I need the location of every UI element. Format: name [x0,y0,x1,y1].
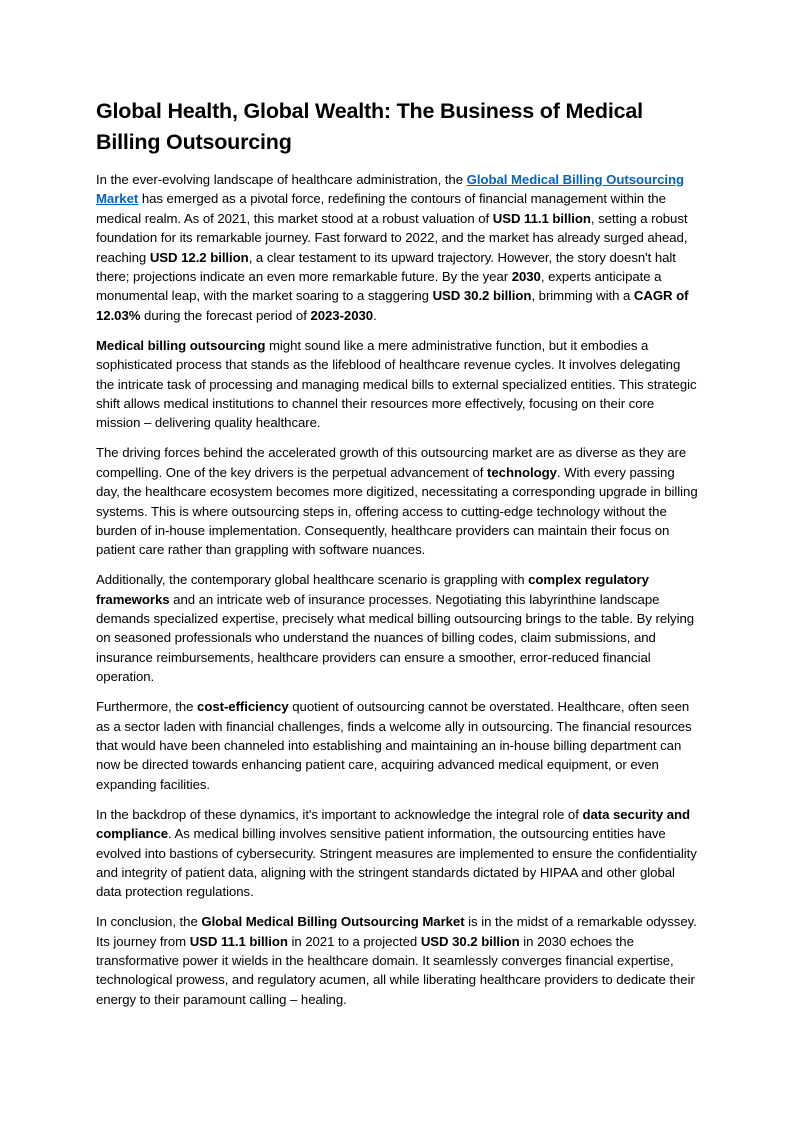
bold-text: 2023-2030 [310,307,374,323]
bold-text: USD 11.1 billion [189,933,288,949]
market-report-link[interactable]: Global Medical Billing Outsourcing Market [96,172,685,207]
bold-text: data security and compliance [96,806,691,842]
bold-text: USD 12.2 billion [149,249,249,265]
text: In conclusion, the [96,914,202,930]
text: , a clear testament to its upward trajectory. However, the story doesn't halt there; projections indicate an even more remarkable future. By the year [96,249,676,285]
text: . [373,307,377,323]
text: in 2030 echoes the transformative power it wields in the healthcare domain. It seamlessly converges financial expertise, technological prowess, and regulatory acumen, all while liberating healthcare providers to dedicate their energy to their paramount calling – healing. [96,933,695,1007]
bold-text: USD 30.2 billion [420,933,520,949]
text: , experts anticipate a monumental leap, with the market soaring to a staggering [96,269,662,304]
paragraph-technology [96,443,698,559]
text: might sound like a mere administrative function, but it embodies a sophisticated process that stands as the lifeblood of healthcare revenue cycles. It involves delegating the intricate task of processing and managing medical bills to external specialized entities. This strategic shift allows medical institutions to channel their resources more effectively, focusing on their core mission – delivering quality healthcare. [96,337,697,431]
text: in 2021 to a projected [287,933,421,949]
bold-text: USD 30.2 billion [432,288,532,304]
bold-text: Global Medical Billing Outsourcing Market [201,914,465,930]
bold-text: cost-efficiency [197,699,289,715]
text: The driving forces behind the accelerated growth of this outsourcing market are as diverse as they are compelling. One of the key drivers is the perpetual advancement of [96,445,687,480]
text: during the forecast period of [140,307,311,323]
article-title: Global Health, Global Wealth: The Business of Medical Billing Outsourcing [96,99,643,154]
text: . As medical billing involves sensitive patient information, the outsourcing entities have evolved into bastions of cybersecurity. Stringent measures are implemented to ensure the confidentiality and integrity of patient data, aligning with the stringent standards dictated by HIPAA and other global data protection regulations. [96,826,697,900]
paragraph-regulatory [96,570,698,686]
paragraph-intro [96,170,698,325]
text: Additionally, the contemporary global healthcare scenario is grappling with [96,572,529,588]
paragraph-cost-efficiency [96,697,698,794]
text: In the ever-evolving landscape of healthcare administration, the [96,172,467,187]
text: is in the midst of a remarkable odyssey. Its journey from [96,914,697,949]
bold-text: technology [487,464,557,480]
text: and an intricate web of insurance processes. Negotiating this labyrinthine landscape demands specialized expertise, precisely what medical billing outsourcing brings to the table. By relying on seasoned professionals who understand the nuances of billing codes, claim submissions, and insurance reimbursements, healthcare providers can ensure a smoother, error-reduced financial operation. [96,591,695,685]
text: , brimming with a [531,288,634,304]
bold-text: complex regulatory frameworks [96,572,649,607]
text: Furthermore, the [96,699,198,715]
bold-text: CAGR of 12.03% [96,288,689,323]
text: , setting a robust foundation for its remarkable journey. Fast forward to 2022, and the market has already surged ahead, reaching [96,210,688,265]
document-page [96,96,698,1020]
text: has emerged as a pivotal force, redefining the contours of financial management within the medical realm. As of 2021, this market stood at a robust valuation of [96,191,666,226]
bold-text: Medical billing outsourcing [96,337,266,353]
text: . With every passing day, the healthcare ecosystem becomes more digitized, necessitating a corresponding upgrade in billing systems. This is where outsourcing steps in, offering access to cutting-edge technology without the burden of in-house implementation. Consequently, healthcare providers can maintain their focus on patient care rather than grappling with software nuances. [96,464,698,558]
paragraph-definition [96,336,698,433]
bold-text: 2030 [511,269,541,285]
text: quotient of outsourcing cannot be overstated. Healthcare, often seen as a sector laden with financial challenges, finds a welcome ally in outsourcing. The financial resources that would have been channeled into establishing and maintaining an in-house billing department can now be directed towards enhancing patient care, acquiring advanced medical equipment, or even expanding facilities. [96,699,692,792]
text: In the backdrop of these dynamics, it's important to acknowledge the integral role of [96,806,583,822]
paragraph-conclusion [96,912,698,1009]
bold-text: USD 11.1 billion [492,210,591,226]
paragraph-data-security [96,805,698,902]
